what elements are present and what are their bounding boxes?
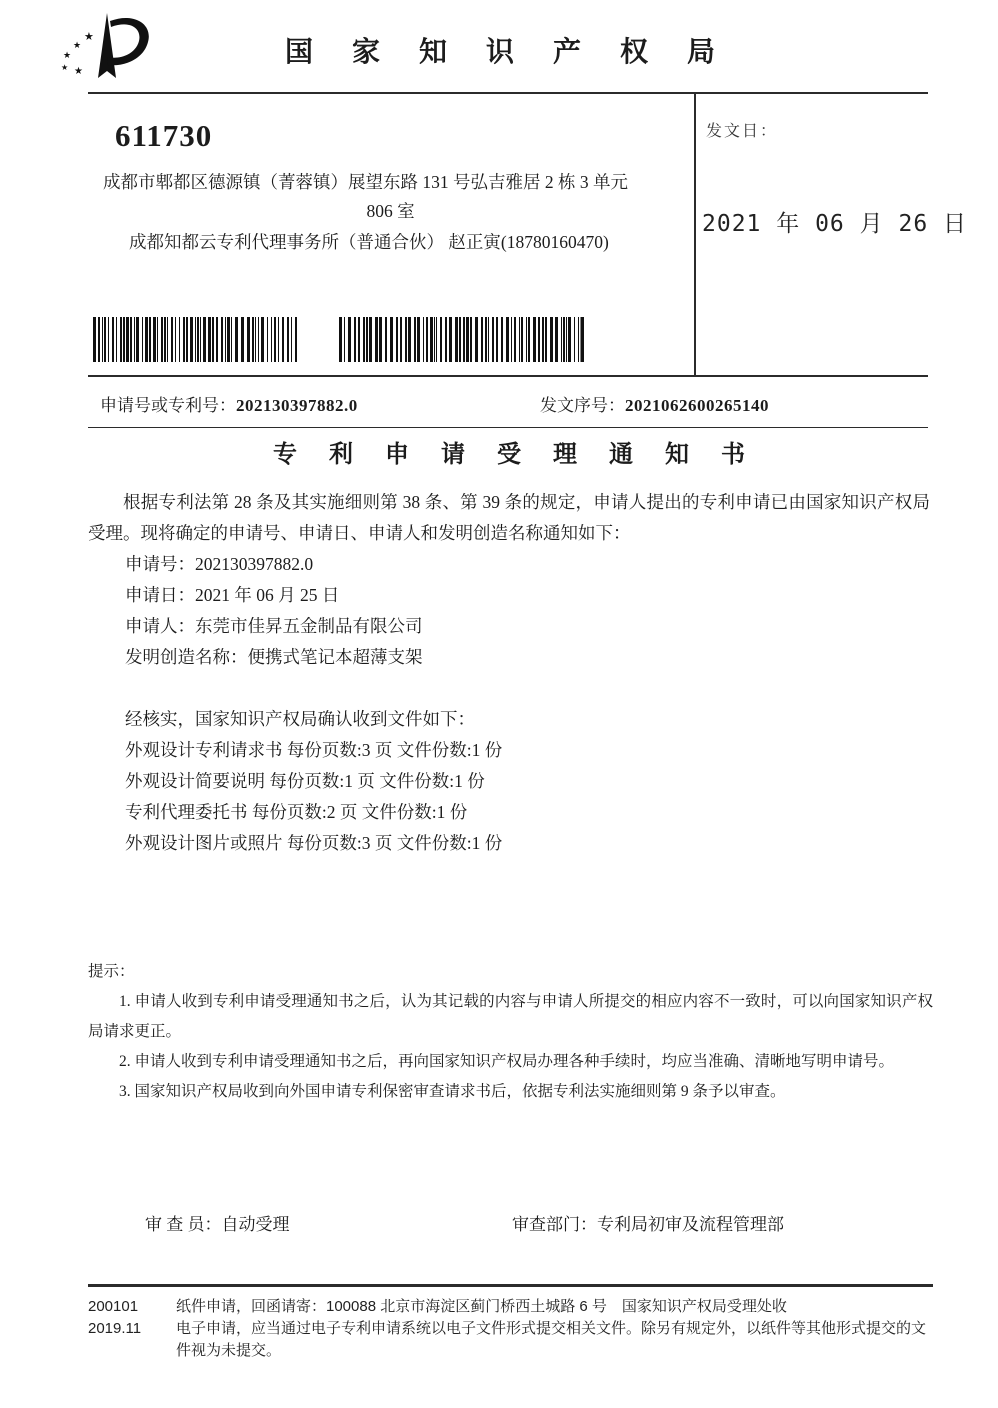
tip-2: 2. 申请人收到专利申请受理通知书之后，再向国家知识产权局办理各种手续时，均应当准确、清晰地写明申请号。 — [119, 1053, 895, 1070]
application-number-field — [100, 391, 358, 416]
application-number-label: 申请号或专利号： — [100, 396, 236, 415]
issue-date-value: 2021 年 06 月 26 日 — [702, 211, 968, 237]
reference-rule — [88, 427, 928, 428]
received-doc-1: 外观设计专利请求书 每份页数:3 页 文件份数:1 份 — [125, 740, 503, 760]
department-field — [512, 1210, 784, 1235]
footer-instructions — [176, 1296, 933, 1362]
address-line-2: 806 室 — [366, 201, 415, 221]
serial-number-value: 2021062600265140 — [625, 396, 769, 415]
header-rule — [88, 92, 928, 94]
mail-address-block — [103, 118, 678, 257]
recipient-line: 成都知都云专利代理事务所（普通合伙） 赵正寅(18780160470) — [129, 232, 609, 252]
field-invention-title: 发明创造名称：便携式笔记本超薄支架 — [125, 647, 423, 667]
examiner-label: 审 查 员： — [145, 1215, 222, 1234]
footer-electronic-instruction: 电子申请，应当通过电子专利申请系统以电子文件形式提交相关文件。除另有规定外，以纸件等其他形式提交的文件视为未提交。 — [176, 1320, 927, 1359]
svg-text:★: ★ — [74, 66, 83, 77]
agency-title: 国 家 知 识 产 权 局 — [284, 37, 731, 68]
footer — [88, 1284, 933, 1362]
footer-form-codes — [88, 1296, 176, 1362]
footer-form-version: 2019.11 — [88, 1320, 142, 1337]
examiner-field — [145, 1210, 290, 1235]
examiner-value: 自动受理 — [221, 1215, 290, 1234]
field-filing-date: 申请日：2021 年 06 月 25 日 — [125, 585, 340, 605]
mid-rule — [88, 375, 928, 377]
received-doc-4: 外观设计图片或照片 每份页数:3 页 文件份数:1 份 — [125, 833, 503, 853]
svg-text:★: ★ — [84, 31, 94, 43]
footer-paper-instruction: 纸件申请，回函请寄：100088 北京市海淀区蓟门桥西土城路 6 号 国家知识产权局受理处收 — [176, 1298, 787, 1315]
field-application-number: 申请号：202130397882.0 — [125, 554, 314, 574]
tip-3: 3. 国家知识产权局收到向外国申请专利保密审查请求书后，依据专利法实施细则第 9 条予以审查。 — [119, 1083, 786, 1100]
department-value: 专利局初审及流程管理部 — [597, 1215, 784, 1234]
postal-code: 611730 — [115, 118, 213, 153]
svg-text:★: ★ — [61, 63, 69, 72]
received-documents-block — [88, 704, 930, 859]
received-doc-2: 外观设计简要说明 每份页数:1 页 文件份数:1 份 — [125, 771, 485, 791]
received-intro: 经核实，国家知识产权局确认收到文件如下： — [125, 709, 475, 729]
serial-number-label: 发文序号： — [540, 396, 625, 415]
tips-label: 提示： — [88, 963, 135, 980]
issue-date-label: 发文日： — [706, 123, 779, 140]
received-doc-3: 专利代理委托书 每份页数:2 页 文件份数:1 份 — [125, 802, 468, 822]
svg-text:★: ★ — [63, 50, 72, 60]
tips-section — [88, 957, 933, 1107]
notice-title: 专 利 申 请 受 理 通 知 书 — [273, 442, 758, 468]
barcode-left — [93, 317, 300, 362]
tip-1: 1. 申请人收到专利申请受理通知书之后，认为其记载的内容与申请人所提交的相应内容不一致时，可以向国家知识产权局请求更正。 — [88, 993, 933, 1040]
application-number-value: 202130397882.0 — [236, 396, 358, 415]
serial-number-field — [540, 391, 769, 416]
notice-body — [88, 440, 930, 859]
barcode-right — [339, 317, 587, 362]
issue-box-left-border — [694, 92, 696, 377]
address-line-1: 成都市郫都区德源镇（菁蓉镇）展望东路 131 号弘吉雅居 2 栋 3 单元 — [103, 172, 628, 192]
svg-text:★: ★ — [73, 40, 82, 50]
footer-form-code: 200101 — [88, 1298, 139, 1315]
intro-paragraph: 根据专利法第 28 条及其实施细则第 38 条、第 39 条的规定，申请人提出的专利申请已由国家知识产权局受理。现将确定的申请号、申请日、申请人和发明创造名称通知如下： — [88, 492, 930, 543]
department-label: 审查部门： — [512, 1215, 597, 1234]
application-fields — [88, 549, 930, 673]
field-applicant: 申请人：东莞市佳昇五金制品有限公司 — [125, 616, 423, 636]
